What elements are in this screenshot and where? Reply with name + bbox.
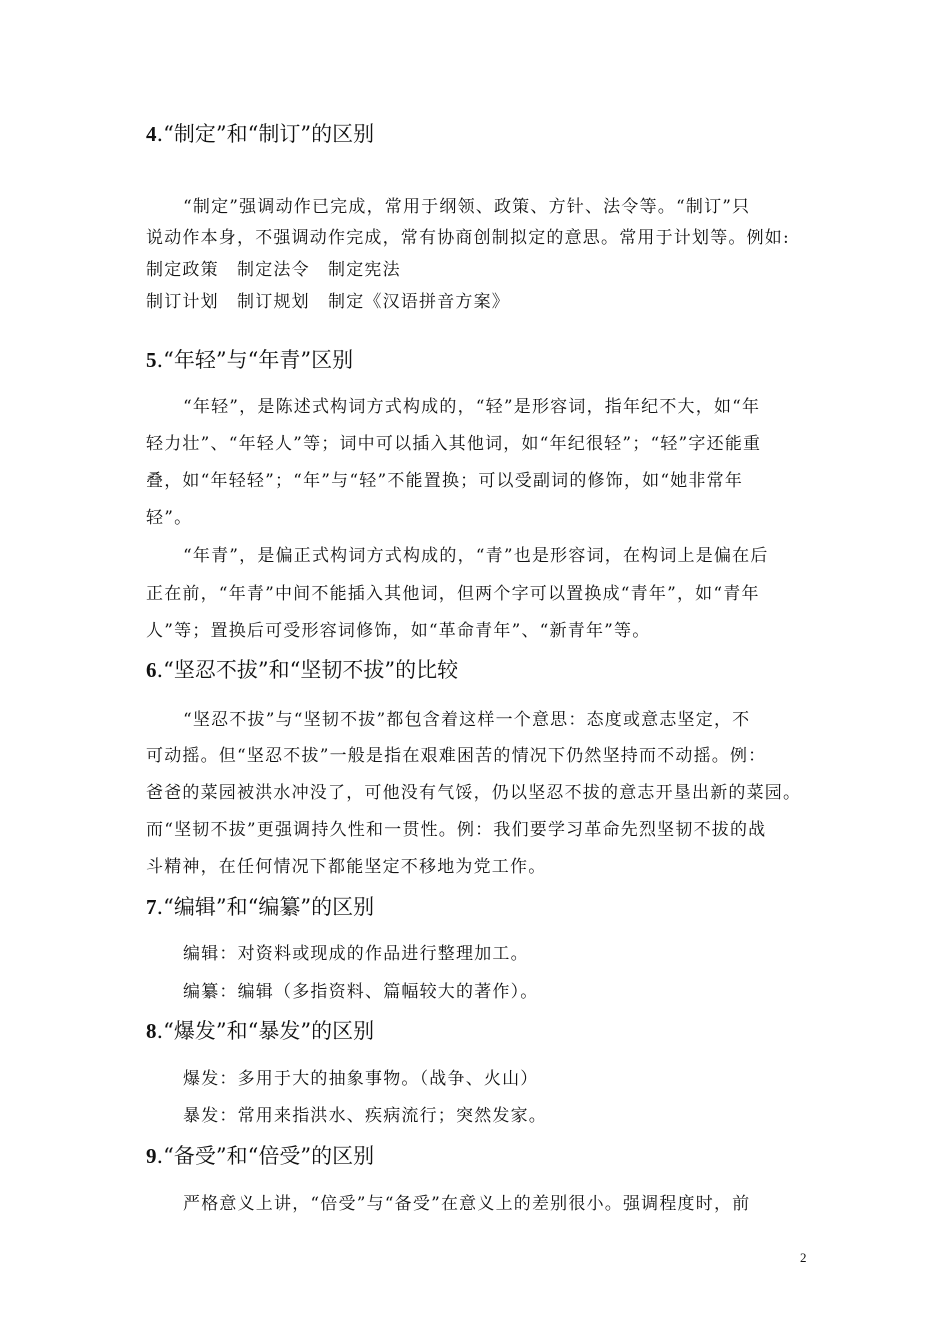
section-number: 4	[146, 122, 157, 146]
section-title: .“制定”和“制订”的区别	[156, 122, 375, 146]
paragraph-line: 可动摇。但“坚忍不拔”一般是指在艰难困苦的情况下仍然坚持而不动摇。例：	[146, 746, 767, 766]
paragraph-line: 严格意义上讲，“倍受”与“备受”在意义上的差别很小。强调程度时，前	[183, 1194, 751, 1214]
example-line: 制订计划 制订规划 制定《汉语拼音方案》	[146, 292, 510, 312]
section-5-heading	[146, 346, 353, 374]
definition-line: 爆发：多用于大的抽象事物。（战争、火山）	[183, 1069, 539, 1089]
section-title: .“爆发”和“暴发”的区别	[156, 1019, 375, 1043]
page-number: 2	[800, 1250, 807, 1265]
paragraph-line: “年青”，是偏正式构词方式构成的，“青”也是形容词，在构词上是偏在后	[183, 546, 769, 566]
paragraph-line: 爸爸的菜园被洪水冲没了，可他没有气馁，仍以坚忍不拔的意志开垦出新的菜园。	[146, 783, 802, 803]
section-7-heading	[146, 893, 374, 921]
paragraph-line: “制定”强调动作已完成，常用于纲领、政策、方针、法令等。“制订”只	[183, 197, 751, 217]
section-title: .“坚忍不拔”和“坚韧不拔”的比较	[156, 658, 459, 682]
section-8-heading	[146, 1017, 374, 1045]
paragraph-line: 说动作本身，不强调动作完成，常有协商创制拟定的意思。常用于计划等。例如:	[146, 228, 790, 248]
definition-line: 编辑：对资料或现成的作品进行整理加工。	[183, 944, 529, 964]
paragraph-line: 叠，如“年轻轻”；“年”与“轻”不能置换；可以受副词的修饰，如“她非常年	[146, 471, 744, 491]
paragraph-line: 斗精神，在任何情况下都能坚定不移地为党工作。	[146, 857, 547, 877]
section-title: .“编辑”和“编纂”的区别	[156, 895, 375, 919]
section-6-heading	[146, 656, 458, 684]
section-number: 9	[146, 1144, 157, 1168]
section-9-heading	[146, 1142, 374, 1170]
paragraph-line: “坚忍不拔”与“坚韧不拔”都包含着这样一个意思：态度或意志坚定，不	[183, 710, 751, 730]
paragraph-line: “年轻”，是陈述式构词方式构成的，“轻”是形容词，指年纪不大，如“年	[183, 397, 761, 417]
example-line: 制定政策 制定法令 制定宪法	[146, 260, 401, 280]
definition-line: 编纂：编辑（多指资料、篇幅较大的著作）。	[183, 982, 539, 1002]
section-number: 6	[146, 658, 157, 682]
section-title: .“年轻”与“年青”区别	[156, 348, 354, 372]
paragraph-line: 轻”。	[146, 508, 193, 528]
paragraph-line: 而“坚韧不拔”更强调持久性和一贯性。例：我们要学习革命先烈坚韧不拔的战	[146, 820, 767, 840]
section-number: 5	[146, 348, 157, 372]
section-4-heading	[146, 120, 374, 148]
section-title: .“备受”和“倍受”的区别	[156, 1144, 375, 1168]
definition-line: 暴发：常用来指洪水、疾病流行；突然发家。	[183, 1106, 547, 1126]
section-number: 7	[146, 895, 157, 919]
paragraph-line: 人”等；置换后可受形容词修饰，如“革命青年”、“新青年”等。	[146, 621, 651, 641]
section-number: 8	[146, 1019, 157, 1043]
paragraph-line: 正在前，“年青”中间不能插入其他词，但两个字可以置换成“青年”，如“青年	[146, 584, 760, 604]
paragraph-line: 轻力壮”、“年轻人”等；词中可以插入其他词，如“年纪很轻”；“轻”字还能重	[146, 434, 762, 454]
